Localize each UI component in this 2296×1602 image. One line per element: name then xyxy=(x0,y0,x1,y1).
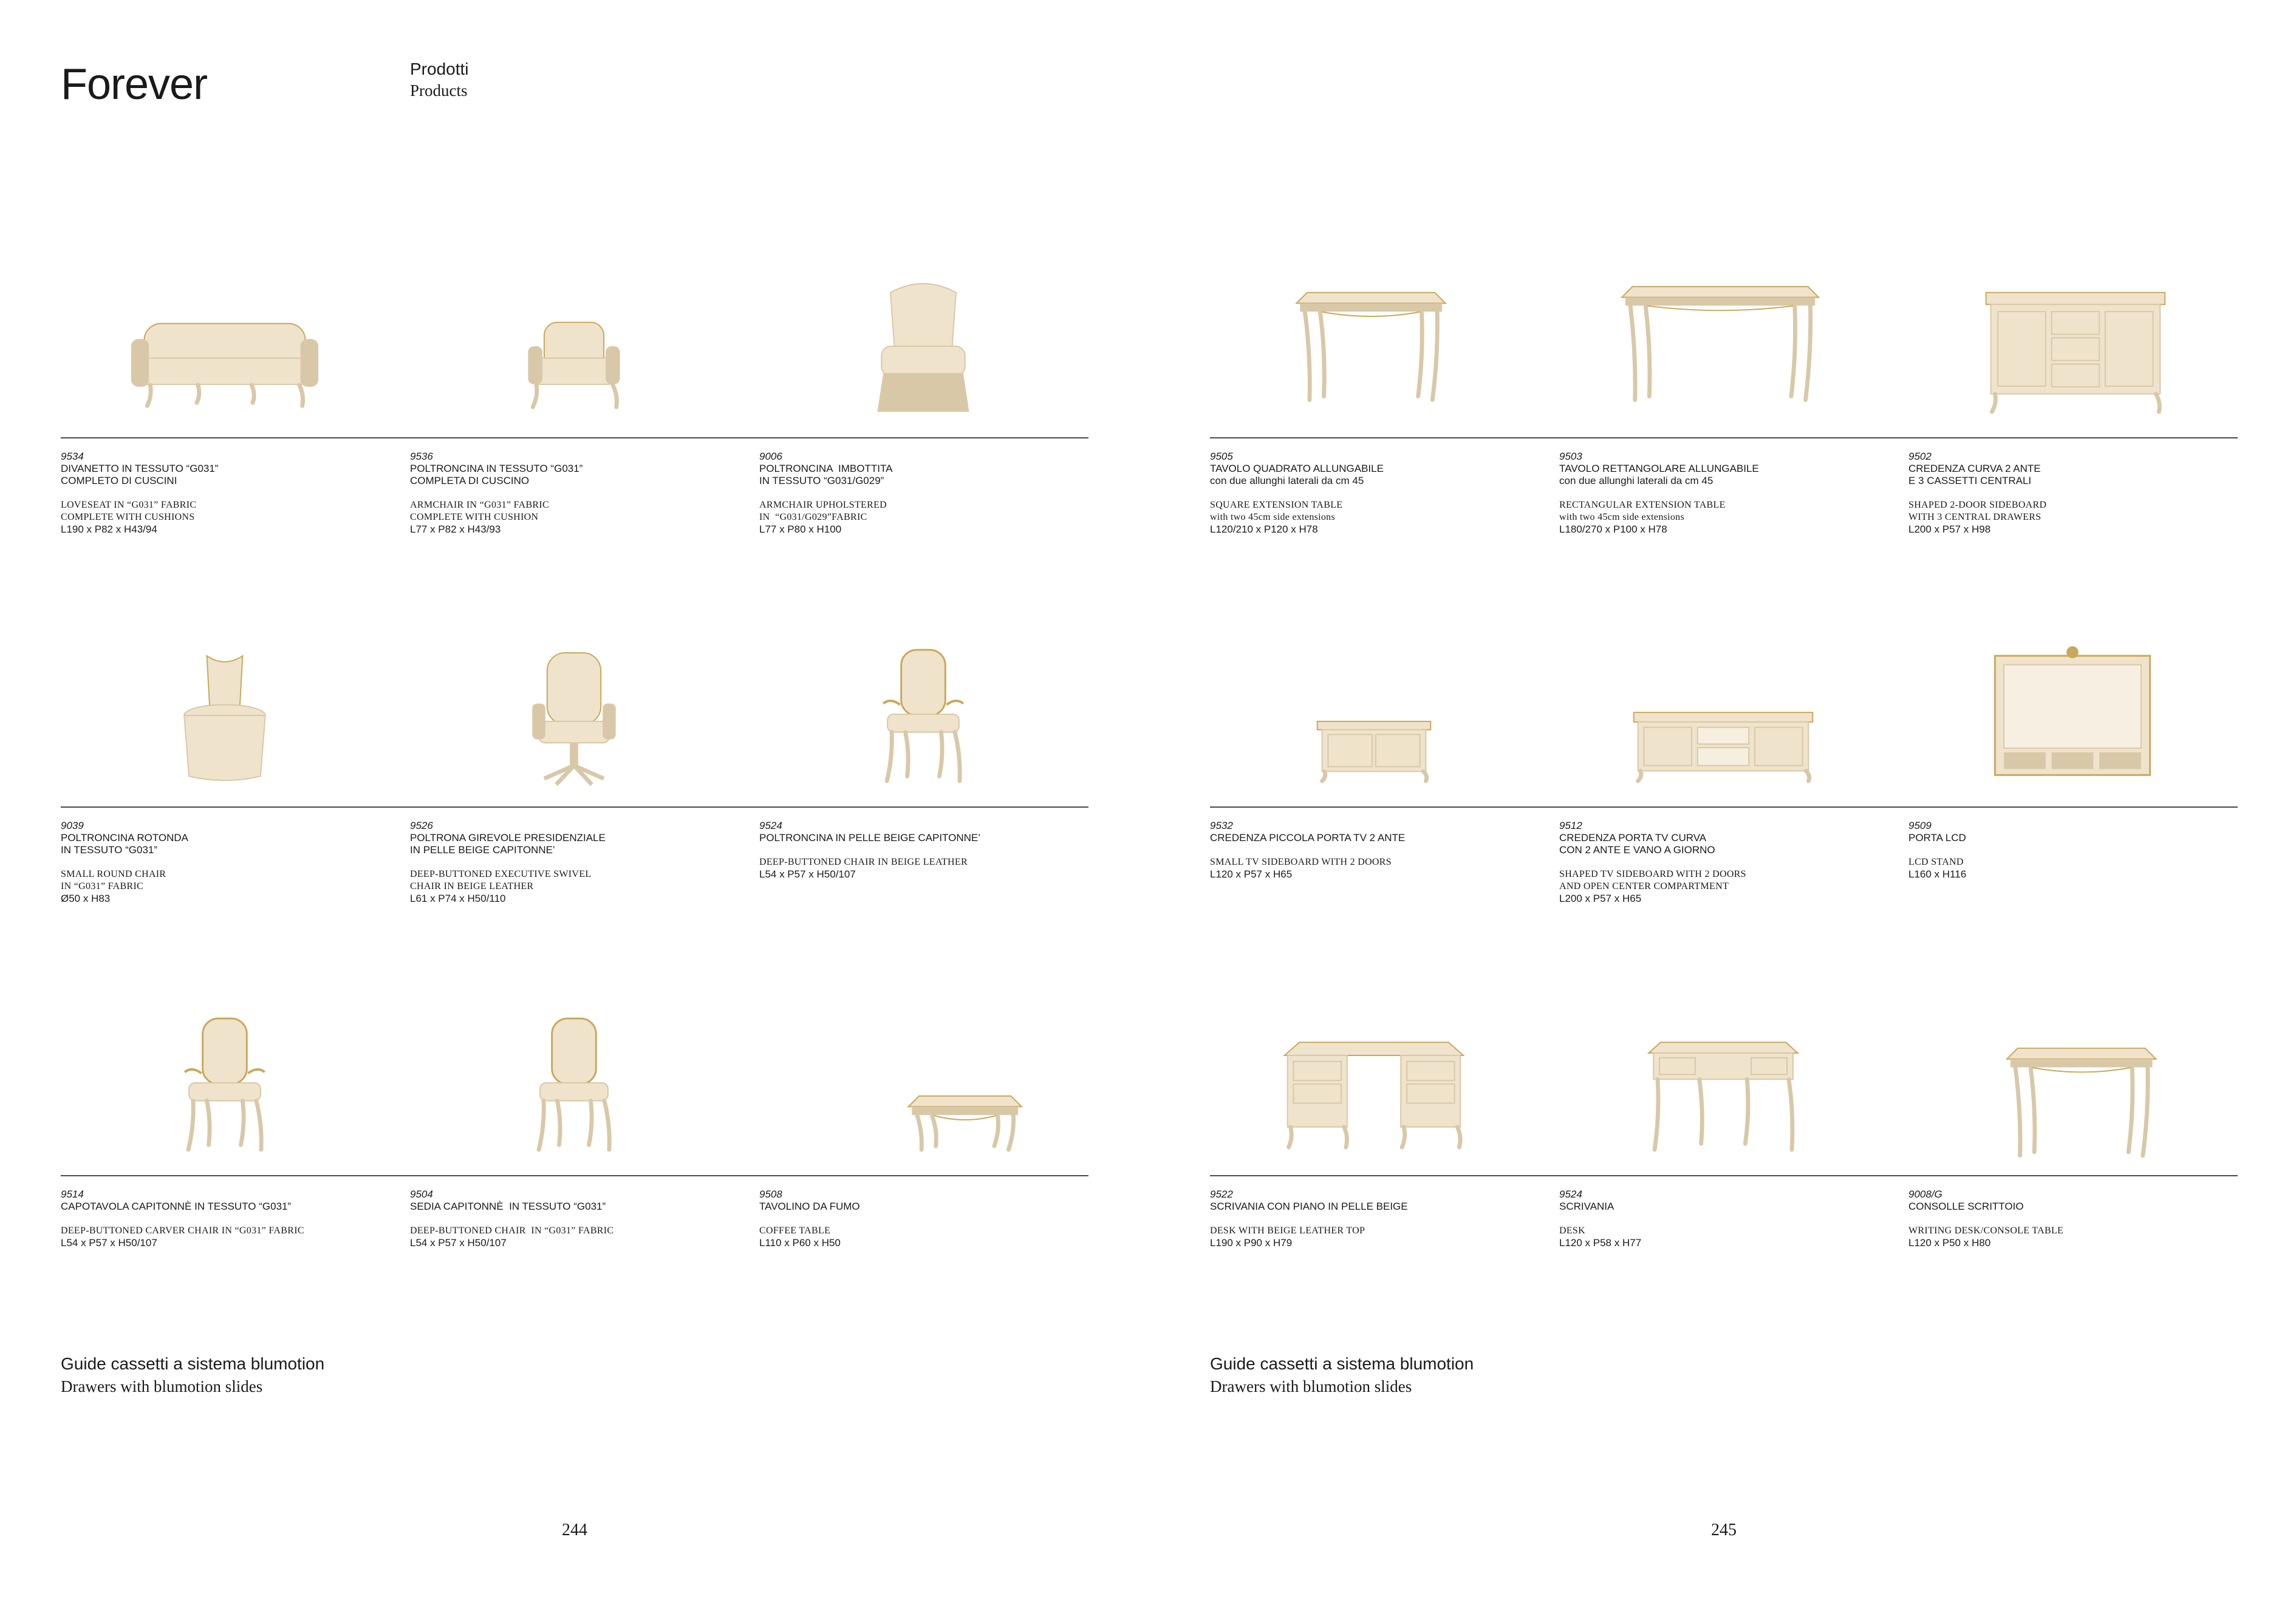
carver-chair-icon xyxy=(61,1005,389,1169)
product-name-it: IN TESSUTO “G031/G029” xyxy=(759,475,884,486)
product-code: 9508 xyxy=(759,1188,782,1200)
product-name-it: CREDENZA PICCOLA PORTA TV 2 ANTE xyxy=(1210,832,1406,844)
product-dimensions: L77 x P80 x H100 xyxy=(759,523,842,535)
product-name-en: DEEP-BUTTONED EXECUTIVE SWIVEL xyxy=(410,869,592,879)
product-name-it: POLTRONCINA IN TESSUTO “G031” xyxy=(410,463,583,474)
sideboard-icon xyxy=(1908,267,2236,431)
console-table-icon xyxy=(1908,1005,2236,1169)
product-code: 9534 xyxy=(61,451,84,462)
product-name-en: COMPLETE WITH CUSHIONS xyxy=(61,512,195,522)
product-name-en: RECTANGULAR EXTENSION TABLE xyxy=(1559,500,1726,510)
carver-chair-icon xyxy=(759,636,1087,800)
product-name-it: con due allunghi laterali da cm 45 xyxy=(1559,475,1713,486)
tv-sideboard-icon xyxy=(1559,636,1887,800)
product-name-it: CREDENZA CURVA 2 ANTE xyxy=(1908,463,2041,474)
product-name-it: CON 2 ANTE E VANO A GIORNO xyxy=(1559,844,1715,856)
product-dimensions: L190 x P90 x H79 xyxy=(1210,1237,1293,1249)
footer-note xyxy=(61,1354,324,1396)
product-code: 9504 xyxy=(410,1188,433,1200)
product-name-en: DEEP-BUTTONED CHAIR IN BEIGE LEATHER xyxy=(759,857,968,867)
product-name-it: con due allunghi laterali da cm 45 xyxy=(1210,475,1364,486)
product-name-it: POLTRONCINA ROTONDA xyxy=(61,832,189,844)
product-caption xyxy=(1559,1188,1899,1249)
square-table-icon xyxy=(1210,267,1538,431)
product-caption xyxy=(759,820,1099,881)
product-code: 9532 xyxy=(1210,820,1233,831)
product-dimensions: L200 x P57 x H65 xyxy=(1559,893,1642,904)
product-code: 9503 xyxy=(1559,451,1582,462)
product-code: 9514 xyxy=(61,1188,84,1200)
product-caption xyxy=(1559,451,1899,536)
product-name-it: SCRIVANIA CON PIANO IN PELLE BEIGE xyxy=(1210,1201,1408,1212)
side-chair-icon xyxy=(410,1005,738,1169)
product-name-it: POLTRONCINA IN PELLE BEIGE CAPITONNE’ xyxy=(759,832,981,844)
product-name-en: AND OPEN CENTER COMPARTMENT xyxy=(1559,881,1729,891)
product-name-it: IN PELLE BEIGE CAPITONNE’ xyxy=(410,844,555,856)
product-caption xyxy=(410,820,750,905)
product-name-en: ARMCHAIR UPHOLSTERED xyxy=(759,500,887,510)
product-caption xyxy=(61,451,401,536)
product-name-it: TAVOLO QUADRATO ALLUNGABILE xyxy=(1210,463,1384,474)
product-caption xyxy=(1210,451,1550,536)
row-divider xyxy=(1210,437,2238,438)
product-row xyxy=(61,1005,1088,1345)
section-title-it: Prodotti xyxy=(410,60,469,78)
product-name-en: LOVESEAT IN “G031” FABRIC xyxy=(61,500,197,510)
product-name-it: CAPOTAVOLA CAPITONNÈ IN TESSUTO “G031” xyxy=(61,1201,292,1212)
page-number: 244 xyxy=(562,1521,587,1539)
coffee-table-icon xyxy=(759,1005,1087,1169)
row-divider xyxy=(1210,1175,2238,1176)
footer-text-it: Guide cassetti a sistema blumotion xyxy=(1210,1354,1474,1373)
executive-desk-icon xyxy=(1210,1005,1538,1169)
product-name-en: COMPLETE WITH CUSHION xyxy=(410,512,539,522)
upholstered-armchair-icon xyxy=(759,267,1087,431)
loveseat-icon xyxy=(61,267,389,431)
product-name-en: WRITING DESK/CONSOLE TABLE xyxy=(1908,1225,2064,1236)
rectangular-table-icon xyxy=(1559,267,1887,431)
product-caption xyxy=(1210,1188,1550,1249)
product-dimensions: L120 x P50 x H80 xyxy=(1908,1237,1991,1249)
product-code: 9008/G xyxy=(1908,1188,1942,1200)
product-caption xyxy=(759,451,1099,536)
product-name-it: POLTRONA GIREVOLE PRESIDENZIALE xyxy=(410,832,606,844)
product-name-en: with two 45cm side extensions xyxy=(1559,512,1685,522)
product-dimensions: L61 x P74 x H50/110 xyxy=(410,893,506,904)
product-row xyxy=(61,267,1088,607)
product-code: 9039 xyxy=(61,820,84,831)
product-dimensions: L110 x P60 x H50 xyxy=(759,1237,841,1249)
product-name-en: SHAPED 2-DOOR SIDEBOARD xyxy=(1908,500,2047,510)
product-row xyxy=(61,636,1088,977)
product-caption xyxy=(1559,820,1899,905)
small-tv-sideboard-icon xyxy=(1210,636,1538,800)
row-divider xyxy=(61,806,1088,808)
footer-text-en: Drawers with blumotion slides xyxy=(61,1377,263,1396)
product-caption xyxy=(1210,820,1550,881)
desk-icon xyxy=(1559,1005,1887,1169)
product-code: 9502 xyxy=(1908,451,1932,462)
product-dimensions: L54 x P57 x H50/107 xyxy=(759,868,856,880)
product-row xyxy=(1210,267,2238,607)
product-name-it: SCRIVANIA xyxy=(1559,1201,1614,1212)
left-page xyxy=(61,0,1093,1602)
product-caption xyxy=(1908,820,2249,881)
product-name-en: WITH 3 CENTRAL DRAWERS xyxy=(1908,512,2041,522)
product-caption xyxy=(759,1188,1099,1249)
product-name-en: DEEP-BUTTONED CHAIR IN “G031” FABRIC xyxy=(410,1225,614,1236)
row-divider xyxy=(61,437,1088,438)
product-name-en: COFFEE TABLE xyxy=(759,1225,831,1236)
product-code: 9536 xyxy=(410,451,433,462)
product-dimensions: L180/270 x P100 x H78 xyxy=(1559,523,1667,535)
right-page xyxy=(1210,0,2243,1602)
product-name-it: CONSOLLE SCRITTOIO xyxy=(1908,1201,2024,1212)
product-dimensions: L120/210 x P120 x H78 xyxy=(1210,523,1318,535)
product-name-it: TAVOLO RETTANGOLARE ALLUNGABILE xyxy=(1559,463,1759,474)
product-code: 9522 xyxy=(1210,1188,1233,1200)
product-caption xyxy=(1908,451,2249,536)
product-name-en: ARMCHAIR IN “G031” FABRIC xyxy=(410,500,549,510)
product-dimensions: Ø50 x H83 xyxy=(61,893,111,904)
product-caption xyxy=(61,820,401,905)
product-name-en: DESK WITH BEIGE LEATHER TOP xyxy=(1210,1225,1365,1236)
armchair-icon xyxy=(410,267,738,431)
product-dimensions: L54 x P57 x H50/107 xyxy=(61,1237,157,1249)
product-name-en: SHAPED TV SIDEBOARD WITH 2 DOORS xyxy=(1559,869,1746,879)
product-name-it: PORTA LCD xyxy=(1908,832,1966,844)
product-name-en: SMALL ROUND CHAIR xyxy=(61,869,166,879)
product-name-en: CHAIR IN BEIGE LEATHER xyxy=(410,881,534,891)
product-name-it: IN TESSUTO “G031” xyxy=(61,844,158,856)
product-row xyxy=(1210,1005,2238,1345)
product-caption xyxy=(1908,1188,2249,1249)
product-code: 9512 xyxy=(1559,820,1582,831)
footer-text-en: Drawers with blumotion slides xyxy=(1210,1377,1412,1396)
product-dimensions: L77 x P82 x H43/93 xyxy=(410,523,501,535)
product-name-it: SEDIA CAPITONNÈ IN TESSUTO “G031” xyxy=(410,1201,606,1212)
section-title-en: Products xyxy=(410,81,468,100)
footer-text-it: Guide cassetti a sistema blumotion xyxy=(61,1354,325,1373)
product-name-en: LCD STAND xyxy=(1908,857,1964,867)
product-name-en: DESK xyxy=(1559,1225,1585,1236)
product-dimensions: L160 x H116 xyxy=(1908,868,1967,880)
row-divider xyxy=(1210,806,2238,808)
product-dimensions: L120 x P58 x H77 xyxy=(1559,1237,1642,1249)
product-caption xyxy=(410,451,750,536)
product-code: 9006 xyxy=(759,451,782,462)
swivel-chair-icon xyxy=(410,636,738,800)
product-name-en: IN “G031” FABRIC xyxy=(61,881,144,891)
product-name-it: COMPLETA DI CUSCINO xyxy=(410,475,530,486)
product-caption xyxy=(410,1188,750,1249)
product-name-en: SMALL TV SIDEBOARD WITH 2 DOORS xyxy=(1210,857,1392,867)
round-chair-icon xyxy=(61,636,389,800)
product-dimensions: L120 x P57 x H65 xyxy=(1210,868,1293,880)
product-name-en: IN “G031/G029”FABRIC xyxy=(759,512,867,522)
product-dimensions: L54 x P57 x H50/107 xyxy=(410,1237,507,1249)
product-name-en: SQUARE EXTENSION TABLE xyxy=(1210,500,1343,510)
product-code: 9526 xyxy=(410,820,433,831)
page-number: 245 xyxy=(1711,1521,1737,1539)
product-name-en: with two 45cm side extensions xyxy=(1210,512,1336,522)
product-name-it: COMPLETO DI CUSCINI xyxy=(61,475,177,486)
product-code: 9524 xyxy=(1559,1188,1582,1200)
product-code: 9509 xyxy=(1908,820,1932,831)
footer-note xyxy=(1210,1354,1474,1396)
product-row xyxy=(1210,636,2238,977)
product-name-it: E 3 CASSETTI CENTRALI xyxy=(1908,475,2032,486)
product-name-it: CREDENZA PORTA TV CURVA xyxy=(1559,832,1707,844)
page-title: Forever xyxy=(61,60,208,109)
row-divider xyxy=(61,1175,1088,1176)
product-code: 9505 xyxy=(1210,451,1233,462)
product-dimensions: L200 x P57 x H98 xyxy=(1908,523,1991,535)
product-caption xyxy=(61,1188,401,1249)
product-name-it: DIVANETTO IN TESSUTO “G031” xyxy=(61,463,219,474)
product-code: 9524 xyxy=(759,820,782,831)
product-name-en: DEEP-BUTTONED CARVER CHAIR IN “G031” FABRIC xyxy=(61,1225,304,1236)
product-dimensions: L190 x P82 x H43/94 xyxy=(61,523,157,535)
product-name-it: TAVOLINO DA FUMO xyxy=(759,1201,860,1212)
lcd-stand-icon xyxy=(1908,636,2236,800)
product-name-it: POLTRONCINA IMBOTTITA xyxy=(759,463,893,474)
